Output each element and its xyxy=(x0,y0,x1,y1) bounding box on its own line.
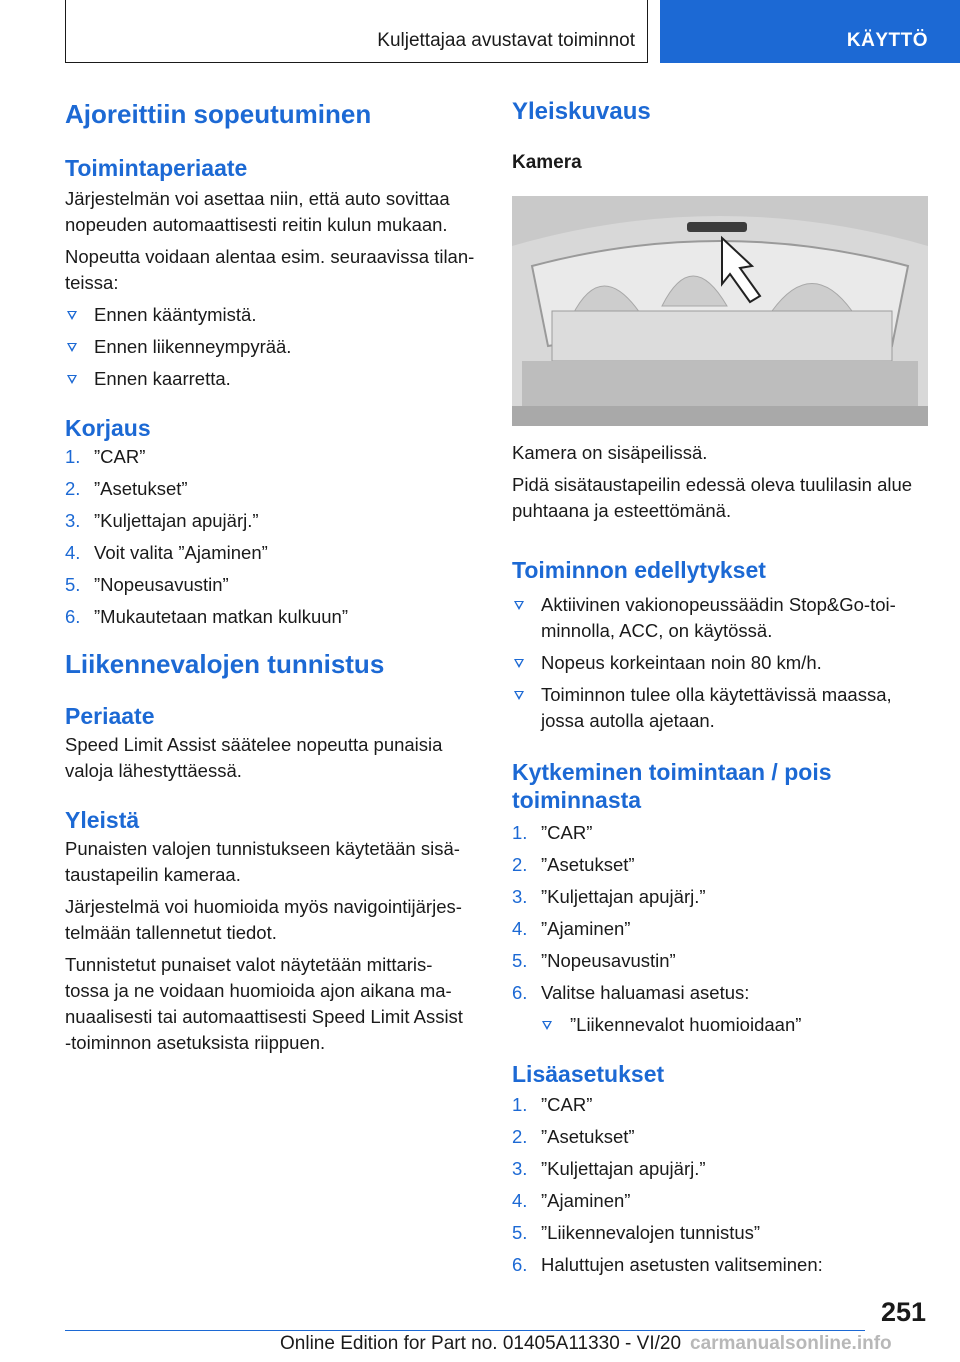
right-column xyxy=(512,98,932,1278)
list-item: Nopeus korkeintaan noin 80 km/h. xyxy=(512,650,932,676)
edition-text: Online Edition for Part no. 01405A11330 - VI/20 xyxy=(280,1333,682,1354)
header-section-tab xyxy=(660,0,960,63)
paragraph: Punaisten valojen tunnistukseen käytetään sisä- taustapeilin kameraa. xyxy=(65,838,460,885)
triangle-bullet-icon xyxy=(514,601,524,610)
list-item: 1. ”CAR” xyxy=(65,446,146,467)
triangle-bullet-icon xyxy=(514,691,524,700)
nested-list-item: ”Liikennevalot huomioidaan” xyxy=(512,1012,932,1038)
paragraph: Järjestelmä voi huomioida myös navigointijärjes- telmään tallennetut tiedot. xyxy=(65,896,462,943)
list-item: 5. ”Liikennevalojen tunnistus” xyxy=(512,1222,761,1243)
list-item: 5. ”Nopeusavustin” xyxy=(65,574,229,595)
list-item: 2. ”Asetukset” xyxy=(512,1126,635,1147)
list-item: 6. ”Mukautetaan matkan kulkuun” xyxy=(65,606,348,627)
list-item: Ennen kääntymistä. xyxy=(65,302,479,328)
list-item: 1. ”CAR” xyxy=(512,1094,593,1115)
header-chapter-box xyxy=(65,0,648,63)
subheading-toimintaperiaate: Toimintaperiaate xyxy=(65,155,248,181)
list-item: 4. ”Ajaminen” xyxy=(512,918,631,939)
heading-yleiskuvaus: Yleiskuvaus xyxy=(512,98,651,125)
heading-ajoreittiin: Ajoreittiin sopeutuminen xyxy=(65,99,372,129)
car-interior-illustration xyxy=(512,196,928,426)
list-item: 2. ”Asetukset” xyxy=(512,854,635,875)
list-item: 3. ”Kuljettajan apujärj.” xyxy=(65,510,259,531)
camera-label: Kamera xyxy=(512,152,582,173)
bullet-list xyxy=(512,592,932,734)
list-item: 3. ”Kuljettajan apujärj.” xyxy=(512,886,706,907)
watermark: carmanualsonline.info xyxy=(690,1333,892,1354)
list-item: 4. ”Ajaminen” xyxy=(512,1190,631,1211)
triangle-bullet-icon xyxy=(542,1021,552,1030)
list-item: 4. Voit valita ”Ajaminen” xyxy=(65,542,268,563)
paragraph: Nopeutta voidaan alentaa esim. seuraavissa tilan- teissa: xyxy=(65,246,475,293)
paragraph: Tunnistetut punaiset valot näytetään mittaris- tossa ja ne voidaan huomioida ajon aikana ma- nuaalisesti tai automaattisesti Speed Limit Assist -toiminnon asetuksista riippuen. xyxy=(65,954,463,1053)
section-title: KÄYTTÖ xyxy=(846,30,928,51)
paragraph: Speed Limit Assist säätelee nopeutta punaisia valoja lähestyttäessä. xyxy=(65,734,443,781)
paragraph: Kamera on sisäpeilissä. xyxy=(512,442,708,463)
paragraph: Järjestelmän voi asettaa niin, että auto sovittaa nopeuden automaattisesti reitin kulun mukaan. xyxy=(65,188,450,235)
rear-window-camera-illustration xyxy=(512,196,928,426)
step-list xyxy=(512,820,932,1038)
paragraph: Pidä sisätaustapeilin edessä oleva tuulilasin alue puhtaana ja esteettömänä. xyxy=(512,474,913,521)
subheading-edellytykset: Toiminnon edellytykset xyxy=(512,557,766,583)
list-item: 2. ”Asetukset” xyxy=(65,478,188,499)
left-column xyxy=(65,98,479,1056)
heading-liikennevalojen: Liikennevalojen tunnistus xyxy=(65,649,385,679)
list-item: Toiminnon tulee olla käytettävissä maassa, jossa autolla ajetaan. xyxy=(512,682,932,734)
bullet-list xyxy=(65,302,479,392)
list-item: Ennen kaarretta. xyxy=(65,366,479,392)
footer-divider xyxy=(65,1330,865,1331)
list-item: Aktiivinen vakionopeussäädin Stop&Go-toi- minnolla, ACC, on käytössä. xyxy=(512,592,932,644)
step-list xyxy=(65,444,479,630)
list-item: 3. ”Kuljettajan apujärj.” xyxy=(512,1158,706,1179)
step-list xyxy=(512,1092,932,1278)
triangle-bullet-icon xyxy=(67,311,77,320)
chapter-title: Kuljettajaa avustavat toiminnot xyxy=(377,30,635,51)
subheading-kytkeminen: Kytkeminen toimintaan / pois toiminnasta xyxy=(512,759,832,813)
subheading-korjaus: Korjaus xyxy=(65,415,151,441)
triangle-bullet-icon xyxy=(514,659,524,668)
triangle-bullet-icon xyxy=(67,375,77,384)
list-item: 5. ”Nopeusavustin” xyxy=(512,950,676,971)
subheading-periaate: Periaate xyxy=(65,703,155,729)
subheading-yleista: Yleistä xyxy=(65,807,140,833)
triangle-bullet-icon xyxy=(67,343,77,352)
list-item: 6. Valitse haluamasi asetus: xyxy=(512,982,750,1003)
list-item: 1. ”CAR” xyxy=(512,822,593,843)
page-number: 251 xyxy=(880,1297,926,1327)
subheading-lisaasetukset: Lisäasetukset xyxy=(512,1061,665,1087)
list-item: Ennen liikenneympyrää. xyxy=(65,334,479,360)
list-item: 6. Haluttujen asetusten valitseminen: xyxy=(512,1254,823,1275)
